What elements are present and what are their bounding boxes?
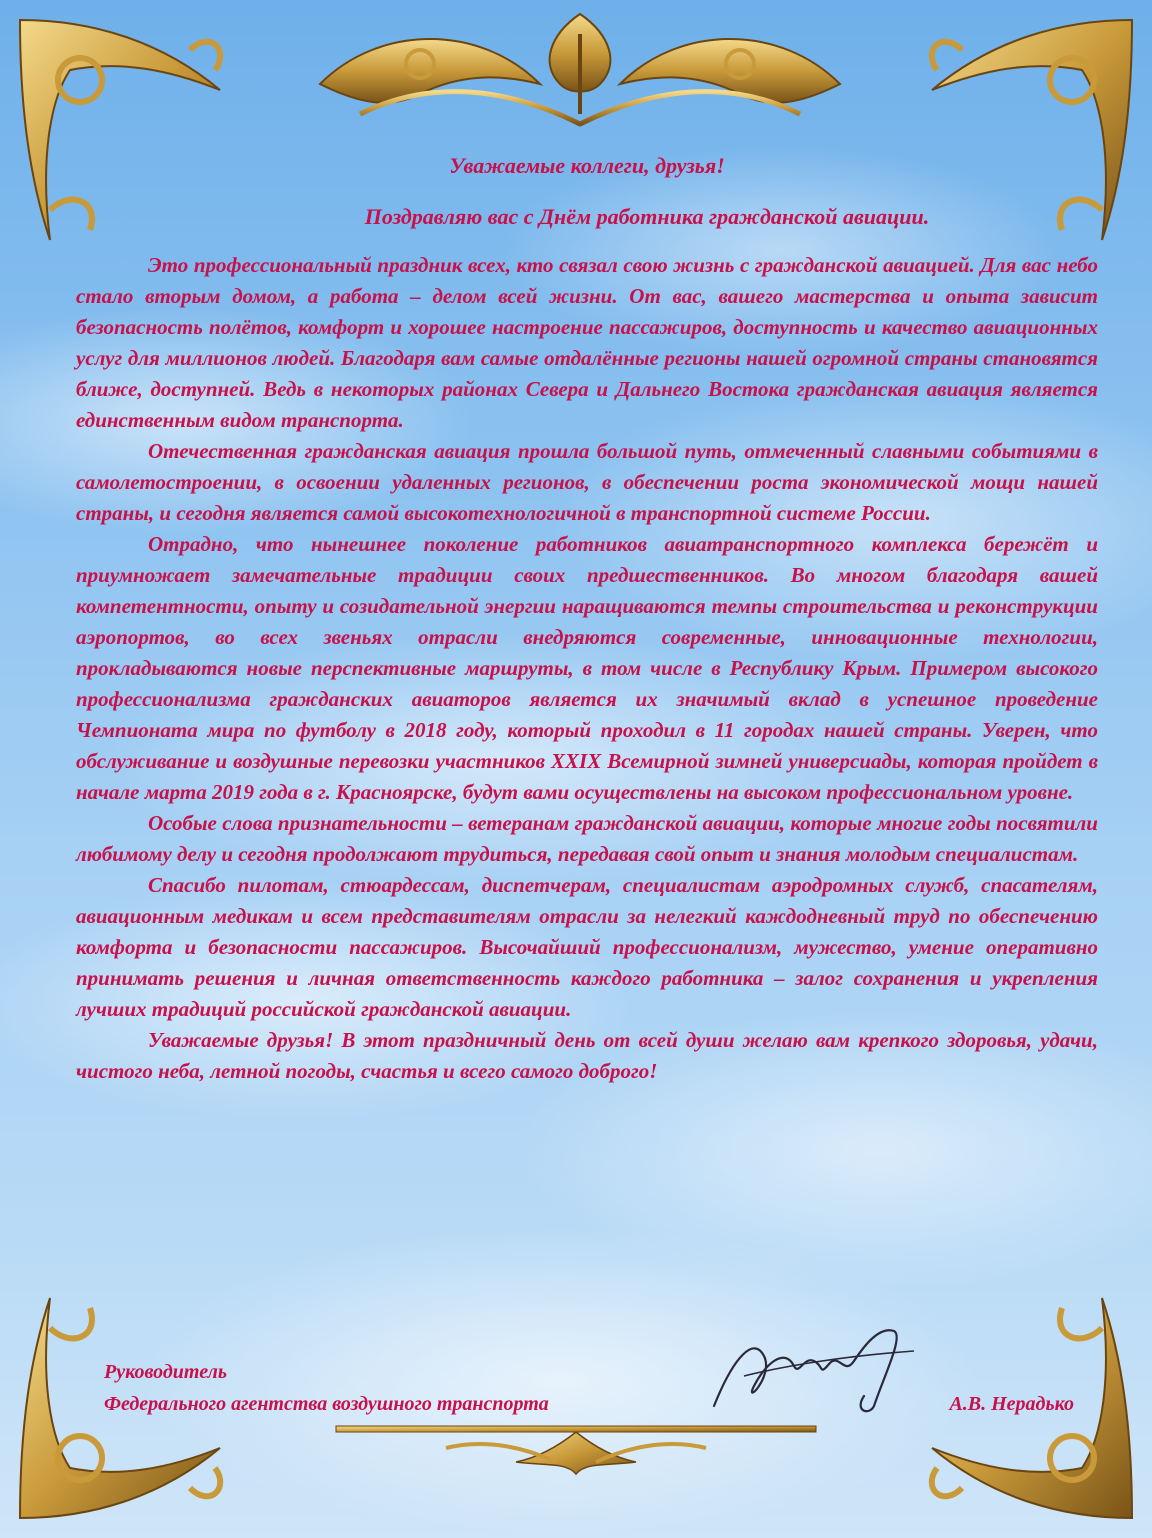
paragraph-3: Отрадно, что нынешнее поколение работников авиатранспортного комплекса бережёт и приумножает замечательные традиции своих предшественников. Во многом благодаря вашей компетентности, опыту и созидательной энергии наращиваются темпы строительства и реконструкции аэропортов, во всех звеньях отрасли внедряются современные, инновационные технологии, прокладываются новые перспективные маршруты, в том числе в Республику Крым. Примером высокого профессионализма гражданских авиаторов является их значимый вклад в успешное проведение Чемпионата мира по футболу в 2018 году, который проходил в 11 городах нашей страны. Уверен, что обслуживание и воздушные перевозки участников XXIX Всемирной зимней универсиады, которая пройдет в начале марта 2019 года в г. Красноярске, будут вами осуществлены на высоком профессиональном уровне. <box>76 532 1098 804</box>
letter-body <box>76 150 1098 1087</box>
signature-block <box>104 1356 1074 1420</box>
signer-role-line-2: Федерального агентства воздушного транспорта <box>104 1393 549 1415</box>
paragraph-4: Особые слова признательности – ветеранам гражданской авиации, которые многие годы посвятили любимому делу и сегодня продолжают трудиться, передавая свой опыт и знания молодым специалистам. <box>76 811 1098 866</box>
handwritten-signature <box>704 1316 924 1426</box>
signer-role-line-1: Руководитель <box>104 1361 227 1383</box>
bottom-ornament <box>326 1418 826 1478</box>
greeting: Уважаемые коллеги, друзья! <box>449 153 725 178</box>
paragraph-2: Отечественная гражданская авиация прошла большой путь, отмеченный славными событиями в самолетостроении, в освоении удаленных регионов, в обеспечении роста экономической мощи нашей страны, и сегодня является самой высокотехнологичной в транспортной системе России. <box>76 439 1098 525</box>
paragraph-1: Это профессиональный праздник всех, кто связал свою жизнь с гражданской авиацией. Для вас небо стало вторым домом, а работа – делом всей жизни. От вас, вашего мастерства и опыта зависит безопасность полётов, комфорт и хорошее настроение пассажиров, доступность и качество авиационных услуг для миллионов людей. Благодаря вам самые отдалённые регионы нашей огромной страны становятся ближе, доступней. Ведь в некоторых районах Севера и Дальнего Востока гражданская авиация является единственным видом транспорта. <box>76 253 1098 432</box>
subtitle: Поздравляю вас с Днём работника гражданской авиации. <box>364 204 930 229</box>
signer-name: А.В. Нерадько <box>949 1393 1074 1415</box>
paragraph-6: Уважаемые друзья! В этот праздничный день от всей души желаю вам крепкого здоровья, удачи, чистого неба, летной погоды, счастья и всего самого доброго! <box>76 1028 1098 1083</box>
paragraph-5: Спасибо пилотам, стюардессам, диспетчерам, специалистам аэродромных служб, спасателям, авиационным медикам и всем представителям отрасли за нелегкий каждодневный труд по обеспечению комфорта и безопасности пассажиров. Высочайший профессионализм, мужество, умение оперативно принимать решения и личная ответственность каждого работника – залог сохранения и укрепления лучших традиций российской гражданской авиации. <box>76 873 1098 1021</box>
top-ornament <box>300 4 860 132</box>
